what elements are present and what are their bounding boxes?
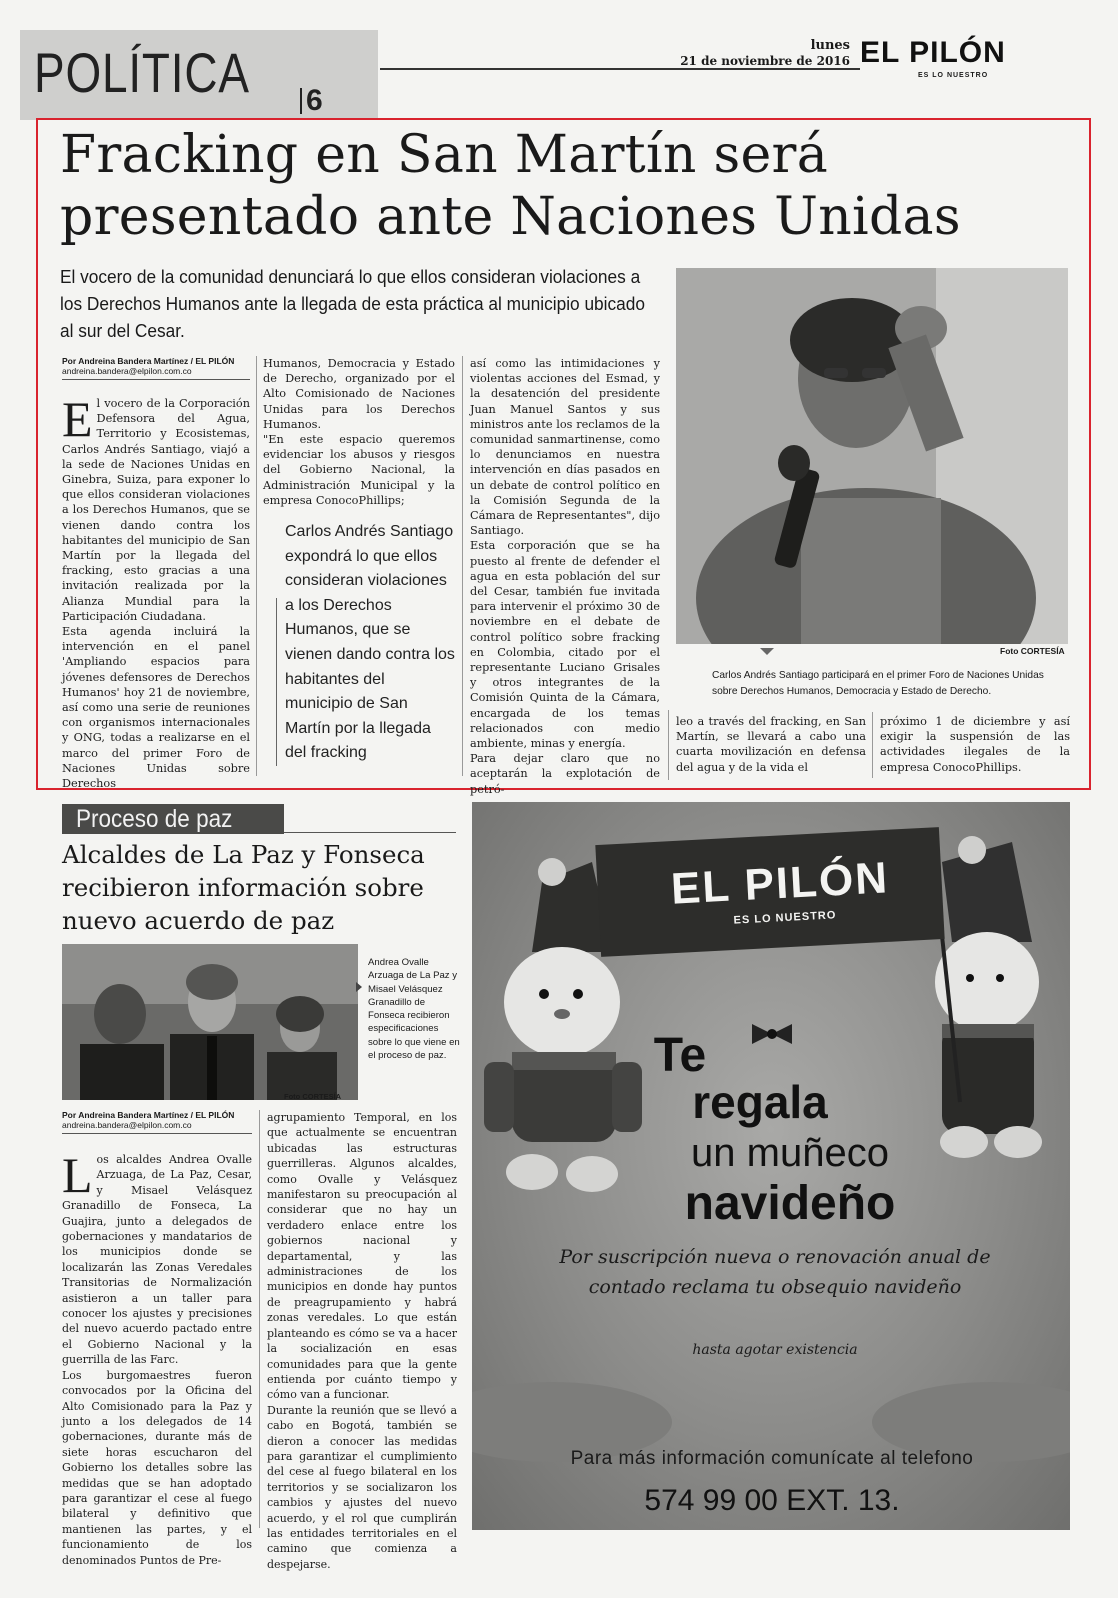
column-2-paragraph-2: "En este espacio queremos evidenciar los abusos y riesgos del Gobierno Nacional, la Administración Municipal y la empresa ConocoPhillips; xyxy=(263,433,455,507)
article-subhead: El vocero de la comunidad denunciará lo que ellos consideran violaciones a los Derechos Humanos ante la llegada de esta práctica al municipio ubicado al sur del Cesar. xyxy=(60,267,645,341)
pullquote-bar xyxy=(276,598,277,766)
article-headline: Fracking en San Martín será presentado ante Naciones Unidas xyxy=(60,125,961,247)
ad-logo: EL PILÓN xyxy=(669,853,891,914)
column-3-paragraph-3: Para dejar claro que no aceptarán la explotación de petró- xyxy=(470,752,660,796)
pullquote: Carlos Andrés Santiago expondrá lo que ellos consideran violaciones a los Derechos Humanos, que se vienen dando contra los habitantes del municipio de San Martín por la llegada del fracking xyxy=(285,523,455,762)
newspaper-logo: EL PILÓN xyxy=(860,36,1006,69)
article-byline-block xyxy=(62,356,250,380)
photo-2-caption: Andrea Ovalle Arzuaga de La Paz y Misael Velásquez Granadillo de Fonseca recibieron especificaciones sobre lo que viene en el proceso de paz. xyxy=(368,957,460,1062)
newspaper-logo-tagline: ES LO NUESTRO xyxy=(918,72,989,79)
column-3-paragraph-1: así como las intimidaciones y violentas acciones del Esmad, y la desatención del presidente Juan Manuel Santos y sus ministros ante los reclamos de la comunidad sanmartinense, como lo denunciamos en nuestra intervención en días pasados en un debate de control político en la Comisión Segunda de la Cámara de Representantes", dijo Santiago. xyxy=(470,357,660,538)
article-column-3 xyxy=(470,356,660,797)
article-column-4: leo a través del fracking, en San Martín, se llevará a cabo una cuarta movilización en defensa del agua y de la vida el xyxy=(676,715,866,774)
article-column-5: próximo 1 de diciembre y así exigir la suspensión de las actividades ilegales de la empresa ConocoPhillips. xyxy=(880,715,1070,774)
speaker-photo-illustration xyxy=(676,268,1068,644)
photo-caption: Carlos Andrés Santiago participará en el primer Foro de Naciones Unidas sobre Derechos Humanos, Democracia y Estado de Derecho. xyxy=(712,670,1044,697)
article-2-headline: Alcaldes de La Paz y Fonseca recibieron información sobre nuevo acuerdo de paz xyxy=(62,840,425,935)
byline-rule xyxy=(62,379,250,380)
mayors-photo xyxy=(62,944,358,1100)
column-3-paragraph-2: Esta corporación que se ha puesto al frente de defender el agua en esta población del sur del Cesar, también fue invitada para intervenir el próximo 30 de noviembre en el debate de control político sobre fracking en Colombia, citado por el representante Luciano Grisales y otros integrantes de la Comisión Quinta de la Cámara, encargada de los temas relacionados con medio ambiente, minas y energía. xyxy=(470,539,660,751)
article-byline: Por Andreina Bandera Martínez / EL PILÓN xyxy=(62,356,235,366)
article-column-1 xyxy=(62,391,250,791)
article-2-column-2-paragraph-2: Durante la reunión que se llevó a cabo en Bogotá, también se dieron a conocer las medidas para garantizar el cumplimiento del cese al fuego bilateral en los territorios y se socializaron los cambios y ajustes del nuevo acuerdo, y el rol que cumplirán las entidades territoriales en el camino que comienza a despejarse. xyxy=(267,1403,457,1571)
section-2-title: Proceso de paz xyxy=(76,805,233,833)
caption-pointer-icon xyxy=(760,648,774,655)
page-number-divider xyxy=(300,88,302,114)
column-separator xyxy=(462,356,463,776)
edition-day: lunes xyxy=(810,38,850,53)
article-2-column-1 xyxy=(62,1147,252,1568)
column-1-paragraph-1: l vocero de la Corporación Defensora del Agua, Territorio y Ecosistemas, Carlos Andrés Santiago, viajó a la sede de Naciones Unidas en Ginebra, Suiza, para exponer lo que ellos consideran violaciones a los Derechos Humanos, que se vienen dando contra los habitantes del municipio de San Martín por la llegada del fracking, esto gracias a una invitación realizada por la Alianza Mundial para la Participación Ciudadana. xyxy=(62,397,250,623)
header-rule xyxy=(380,68,860,70)
ad-headline-line-3: un muñeco xyxy=(691,1131,889,1175)
column-separator xyxy=(256,356,257,776)
section-title: POLÍTICA xyxy=(34,41,250,104)
ad-headline-line-1: Te xyxy=(653,1029,707,1082)
page-number: 6 xyxy=(306,84,323,117)
column-1-paragraph-2: Esta agenda incluirá la intervención en el panel 'Ampliando espacios para jóvenes defensores de Derechos Humanos' hoy 21 de noviembre, así como una serie de reuniones con organismos internacionales y ONG, todas a realizarse en el marco del primer Foro de Naciones Unidas sobre Derechos xyxy=(62,625,250,791)
ad-offer-note: hasta agotar existencia xyxy=(692,1342,858,1358)
article-2-email: andreina.bandera@elpilon.com.co xyxy=(62,1120,192,1130)
ad-headline-line-4: navideño xyxy=(684,1177,896,1230)
caption-pointer-icon xyxy=(356,982,362,992)
article-2-byline: Por Andreina Bandera Martínez / EL PILÓN xyxy=(62,1110,235,1120)
drop-cap: L xyxy=(62,1147,93,1203)
column-separator xyxy=(872,712,873,778)
ad-headline-line-2: regala xyxy=(692,1076,828,1128)
column-separator xyxy=(259,1110,260,1528)
article-column-2 xyxy=(263,356,455,508)
speaker-photo xyxy=(676,268,1068,644)
article-2-column-1-paragraph-1: os alcaldes Andrea Ovalle Arzuaga, de La Paz, Cesar, y Misael Velásquez Granadillo de Fonseca, La Guajira, junto a delegados de gobernaciones y mandatarios de los municipios donde se localizarán las Zonas Veredales Transitorias de Normalización asistieron a un taller para conocer los ajustes y precisiones del nuevo acuerdo pactado entre el Gobierno Nacional y la guerrilla de las Farc. xyxy=(62,1153,252,1367)
ad-logo-tagline: ES LO NUESTRO xyxy=(733,909,837,927)
photo-2-credit: Foto CORTESÍA xyxy=(284,1092,342,1101)
column-2-paragraph-1: Humanos, Democracia y Estado de Derecho, organizado por el Alto Comisionado de Naciones Unidas para los Derechos Humanos. xyxy=(263,357,455,431)
column-separator xyxy=(668,710,669,780)
ad-contact-text: Para más información comunícate al telefono xyxy=(570,1448,974,1469)
ad-phone-number[interactable]: 574 99 00 EXT. 13. xyxy=(644,1484,900,1517)
section-2-rule xyxy=(284,832,456,833)
mayors-photo-illustration xyxy=(62,944,358,1100)
article-2-column-2-paragraph-1: agrupamiento Temporal, en los que actualmente se encuentran ubicadas las estructuras guerrilleras. Algunos alcaldes, como Ovalle y Velásquez manifestaron su preocupación al considerar que no hay un verdadero enlace entre los gobiernos nacional y departamental, y las administraciones de los municipios en donde hay puntos de preagrupamiento y habrá zonas veredales. Lo que están planteando es cómo se va a hacer la socialización en esas comunidades para que la gente entienda por cuánto tiempo y cómo van a funcionar. xyxy=(267,1111,457,1402)
byline-rule xyxy=(62,1133,252,1134)
photo-credit: Foto CORTESÍA xyxy=(1000,646,1065,656)
drop-cap: E xyxy=(62,391,93,447)
ad-offer-text: Por suscripción nueva o renovación anual de contado reclama tu obsequio navideño xyxy=(559,1246,991,1298)
article-email: andreina.bandera@elpilon.com.co xyxy=(62,366,192,376)
article-2-column-1-paragraph-2: Los burgomaestres fueron convocados por la Oficina del Alto Comisionado para la Paz y junto a los delegados de 14 gobernaciones, durante más de siete horas escucharon del Gobierno los detalles sobre las medidas que se han adoptado para garantizar el cese al fuego bilateral y definitivo que mantienen las partes, y el funcionamiento de los denominados Puntos de Pre- xyxy=(62,1368,252,1567)
article-2-byline-block xyxy=(62,1110,252,1134)
article-2-column-2 xyxy=(267,1110,457,1572)
edition-date: 21 de noviembre de 2016 xyxy=(680,54,850,68)
